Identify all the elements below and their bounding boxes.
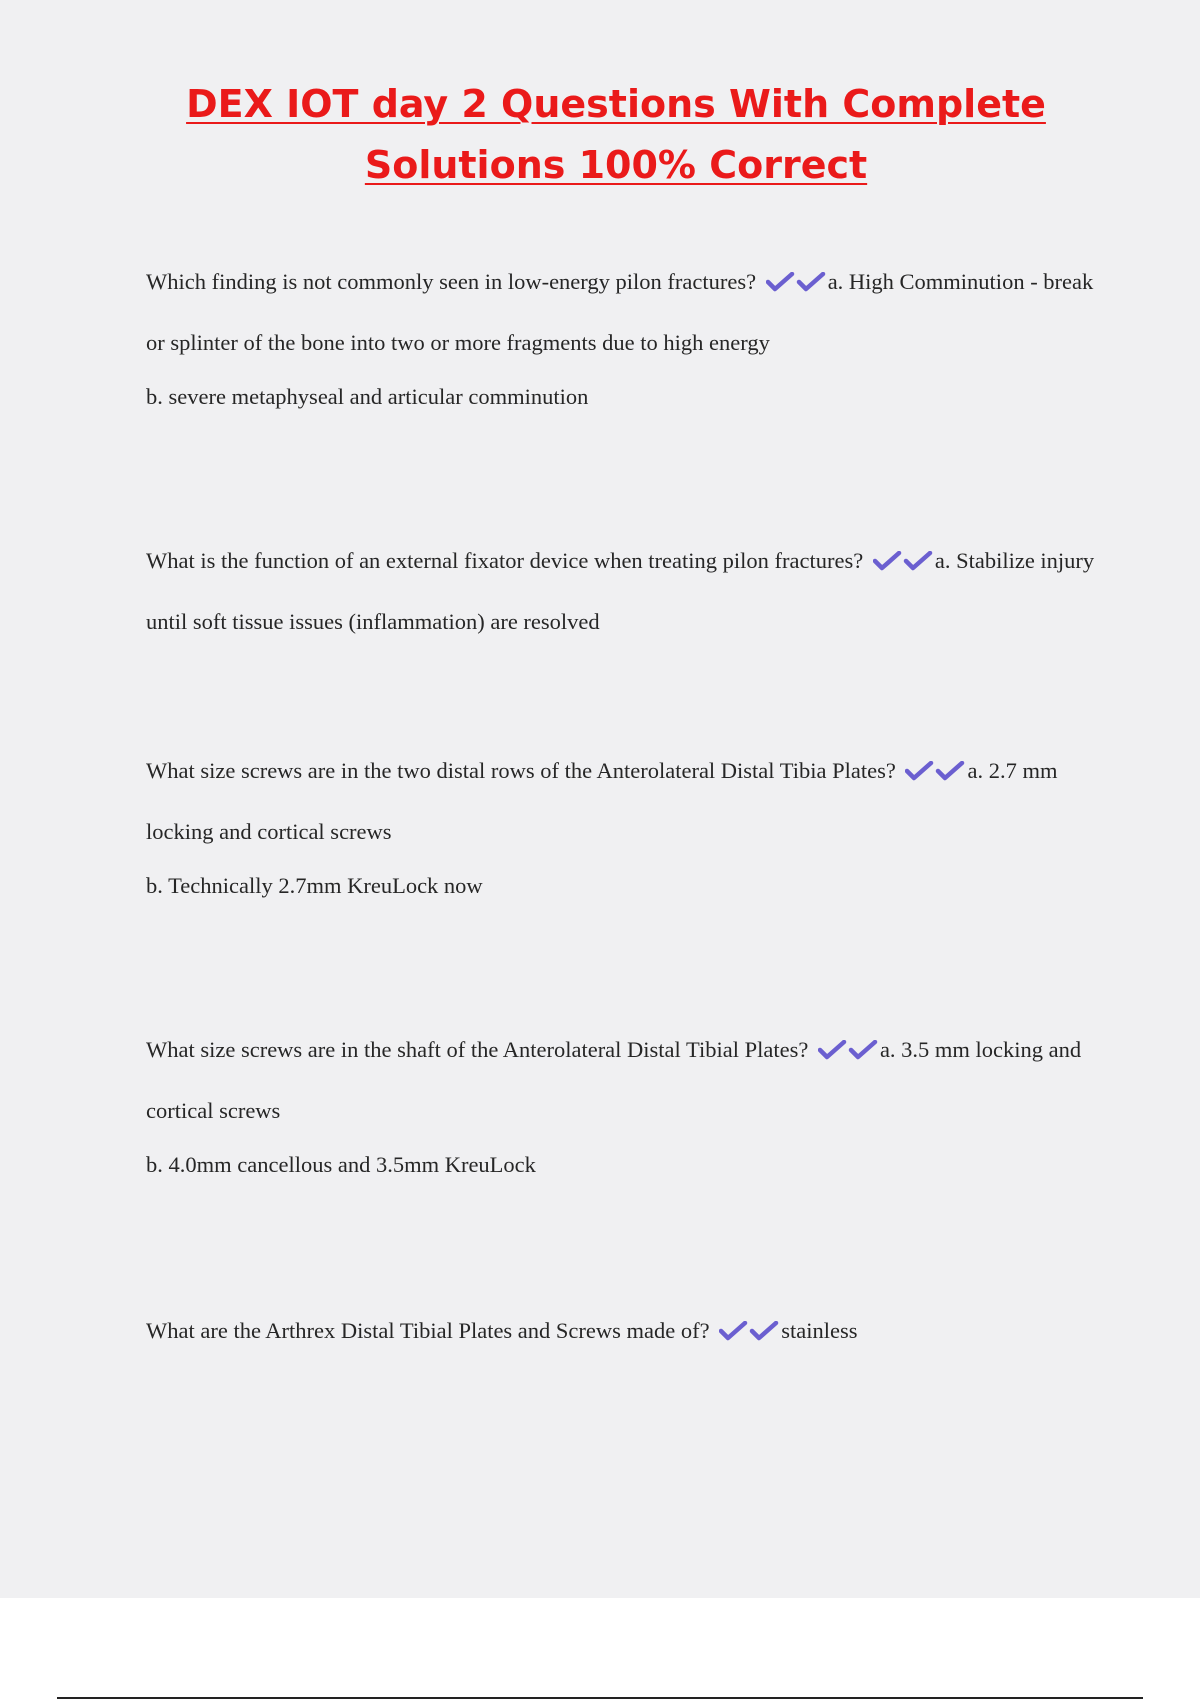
qa-text [146,740,1096,862]
qa-item-4 [146,1019,1096,1179]
answer-text: stainless [781,1318,858,1343]
question-text: Which finding is not commonly seen in low-energy pilon fractures? [146,269,757,294]
question-text: What is the function of an external fixator device when treating pilon fractures? [146,548,864,573]
answer-text: a. 2.7 mm locking and cortical screws [146,758,1058,844]
qa-item-3 [146,740,1096,900]
double-check-icon [719,1321,779,1341]
qa-text [146,1300,1096,1361]
answer-text: a. Stabilize injury until soft tissue issues (inflammation) are resolved [146,548,1095,634]
question-text: What size screws are in the two distal rows of the Anterolateral Distal Tibia Plates? [146,758,896,783]
double-check-icon [873,551,933,571]
qa-text [146,251,1096,373]
double-check-icon [766,272,826,292]
qa-text [146,530,1096,652]
answer-extra: b. 4.0mm cancellous and 3.5mm KreuLock [146,1152,536,1177]
qa-text [146,1019,1096,1141]
question-text: What size screws are in the shaft of the Anterolateral Distal Tibial Plates? [146,1037,809,1062]
page-bottom-rule [57,1697,1143,1699]
qa-item-5 [146,1300,1096,1361]
title-line-1: DEX IOT day 2 Questions With Complete [186,82,1046,126]
title-line-2: Solutions 100% Correct [364,143,868,187]
double-check-icon [905,761,965,781]
question-text: What are the Arthrex Distal Tibial Plates and Screws made of? [146,1318,710,1343]
qa-item-1 [146,251,1096,411]
answer-text: a. 3.5 mm locking and cortical screws [146,1037,1082,1123]
answer-extra: b. severe metaphyseal and articular comminution [146,384,589,409]
document-title [0,74,1200,196]
answer-extra: b. Technically 2.7mm KreuLock now [146,873,483,898]
double-check-icon [818,1040,878,1060]
qa-item-2 [146,530,1096,652]
answer-text: a. High Comminution - break or splinter of the bone into two or more fragments due to high energy [146,269,1094,355]
